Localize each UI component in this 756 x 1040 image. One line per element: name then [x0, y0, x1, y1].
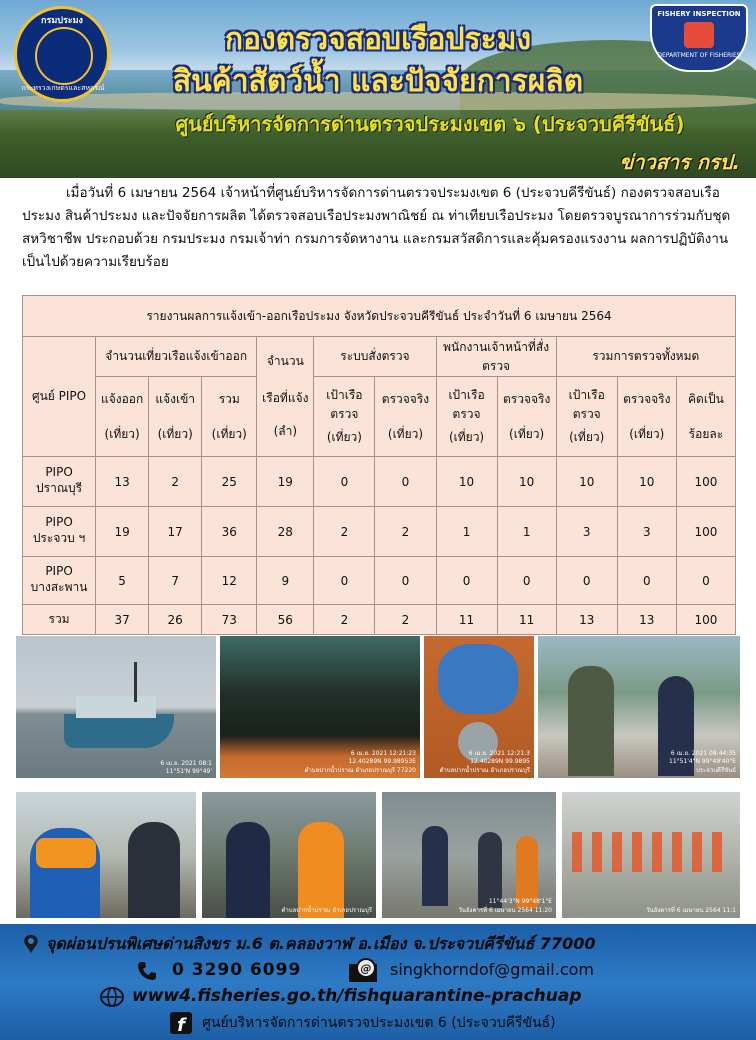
cell: 1 — [497, 507, 556, 557]
table-title: รายงานผลการแจ้งเข้า-ออกเรือประมง จังหวัดประจวบคีรีขันธ์ ประจำวันที่ 6 เมษายน 2564 — [23, 296, 736, 337]
cell: 13 — [96, 457, 149, 507]
col-system-target: เป้าเรือตรวจ (เที่ยว) — [314, 377, 375, 457]
col-system-actual: ตรวจจริง (เที่ยว) — [375, 377, 436, 457]
cell: 2 — [314, 605, 375, 635]
header-banner — [0, 0, 756, 178]
cell: 0 — [314, 557, 375, 605]
cell: 0 — [314, 457, 375, 507]
cell: 2 — [375, 507, 436, 557]
cell: 19 — [96, 507, 149, 557]
photo-pier-inspection — [382, 792, 556, 918]
cell: 7 — [149, 557, 202, 605]
col-group-system: ระบบสั่งตรวจ — [314, 337, 436, 377]
cell: 13 — [556, 605, 617, 635]
vessels-label-3: (ลำ) — [273, 424, 298, 438]
cell: 13 — [617, 605, 676, 635]
cell: 36 — [202, 507, 257, 557]
photo-stamp: 6 เม.ย. 2021 08:1 11°51'N 99°49' — [160, 760, 212, 775]
col-header-center: ศูนย์ PIPO — [23, 337, 96, 457]
cell: 11 — [497, 605, 556, 635]
col-in: แจ้งเข้า (เที่ยว) — [149, 377, 202, 457]
cell: 12 — [202, 557, 257, 605]
col-group-officer: พนักงานเจ้าหน้าที่สั่งตรวจ — [436, 337, 556, 377]
col-officer-actual: ตรวจจริง (เที่ยว) — [497, 377, 556, 457]
col-out: แจ้งออก (เที่ยว) — [96, 377, 149, 457]
total-label: รวม — [23, 605, 96, 635]
cell: 11 — [436, 605, 497, 635]
col-total-target: เป้าเรือตรวจ (เที่ยว) — [556, 377, 617, 457]
logo-right-bottom-text: DEPARTMENT OF FISHERIES — [657, 52, 741, 59]
cell: 0 — [436, 557, 497, 605]
cell: 10 — [617, 457, 676, 507]
photo-fishing-boat — [16, 636, 216, 778]
vessel-report-table — [22, 295, 736, 635]
col-total-percent: คิดเป็น ร้อยละ — [676, 377, 735, 457]
cell: 73 — [202, 605, 257, 635]
cell: 17 — [149, 507, 202, 557]
logo-left-bottom-text: กระทรวงเกษตรและสหกรณ์ — [21, 84, 105, 92]
photo-stamp: 6 เม.ย. 2021 08:44:35 11°51'4"N 99°49'40"E ประจวบคีรีขันธ์ — [669, 750, 736, 774]
photo-fishing-nets — [220, 636, 420, 778]
photo-temperature-check — [16, 792, 196, 918]
vessels-label-1: จำนวน — [266, 354, 304, 368]
col-sum: รวม (เที่ยว) — [202, 377, 257, 457]
cell: 0 — [676, 557, 735, 605]
phone-icon — [136, 960, 158, 982]
cell: 100 — [676, 507, 735, 557]
cell: 19 — [257, 457, 314, 507]
table-row — [23, 457, 736, 507]
footer-email[interactable]: singkhorndof@gmail.com — [390, 960, 594, 979]
photo-document-check — [538, 636, 740, 778]
photo-fish-hold — [424, 636, 534, 778]
cell: 26 — [149, 605, 202, 635]
col-officer-target: เป้าเรือตรวจ (เที่ยว) — [436, 377, 497, 457]
footer-address: จุดผ่อนปรนพิเศษด่านสิงขร ม.6 ต.คลองวาฬ อ.เมือง จ.ประจวบคีรีขันธ์ 77000 — [46, 934, 596, 953]
col-group-total: รวมการตรวจทั้งหมด — [556, 337, 735, 377]
cell: 0 — [375, 557, 436, 605]
cell: 100 — [676, 457, 735, 507]
row-center: PIPO ปราณบุรี — [23, 457, 96, 507]
cell: 10 — [497, 457, 556, 507]
title-line-3: ศูนย์บริหารจัดการด่านตรวจประมงเขต ๖ (ประจวบคีรีขันธ์) — [175, 112, 685, 136]
cell: 1 — [436, 507, 497, 557]
col-total-actual: ตรวจจริง (เที่ยว) — [617, 377, 676, 457]
cell: 0 — [375, 457, 436, 507]
cell: 37 — [96, 605, 149, 635]
svg-text:f: f — [177, 1015, 185, 1034]
cell: 2 — [149, 457, 202, 507]
logo-left-top-text: กรมประมง — [41, 16, 83, 26]
logo-right-top-text: FISHERY INSPECTION — [657, 10, 741, 18]
svg-text:@: @ — [360, 962, 372, 975]
cell: 0 — [556, 557, 617, 605]
cell: 3 — [617, 507, 676, 557]
cell: 0 — [497, 557, 556, 605]
vessels-label-2: เรือที่แจ้ง — [262, 391, 309, 405]
news-paragraph: เมื่อวันที่ 6 เมษายน 2564 เจ้าหน้าที่ศูนย์บริหารจัดการด่านตรวจประมงเขต 6 (ประจวบคีรีขันธ์) กองตรวจสอบเรือประมง สินค้าประมง และปัจจัยการผลิต ได้ตรวจสอบเรือประมงพาณิชย์ ณ ท่าเทียบเรือประมง โดยตรวจบูรณาการร่วมกับชุดสหวิชาชีพ ประกอบด้วย กรมประมง กรมเจ้าท่า กรมการจัดหางาน และกรมสวัสดิการและคุ้มครองแรงงาน ผลการปฏิบัติงานเป็นไปด้วยความเรียบร้อย — [22, 185, 731, 270]
footer-website[interactable]: www4.fisheries.go.th/fishquarantine-prachuap — [132, 986, 582, 1006]
photo-stamp: 6 เม.ย. 2021 12:21:23 12.40289N 99.98953E ตำบลปากน้ำปราณ อำเภอปราณบุรี 77220 — [304, 750, 416, 774]
photo-stamp: ตำบลปากน้ำปราณ อำเภอปราณบุรี — [281, 907, 372, 914]
photo-stamp: 11°44'3"N 99°48'1"E วันอังคารที่ 6 เมษายน 2564 11:20 — [458, 898, 552, 914]
globe-icon — [100, 986, 124, 1008]
cell: 9 — [257, 557, 314, 605]
col-group-notify: จำนวนเที่ยวเรือแจ้งเข้าออก — [96, 337, 257, 377]
photo-crew-inspection — [202, 792, 376, 918]
row-center: PIPO ประจวบ ฯ — [23, 507, 96, 557]
photo-stamp: วันอังคารที่ 6 เมษายน 2564 11:1 — [646, 907, 736, 914]
table-row — [23, 557, 736, 605]
cell: 100 — [676, 605, 735, 635]
news-label: ข่าวสาร กรป. — [619, 150, 740, 174]
photo-crew-lineup — [562, 792, 740, 918]
cell: 10 — [556, 457, 617, 507]
row-center: PIPO บางสะพาน — [23, 557, 96, 605]
title-line-1: กองตรวจสอบเรือประมง — [224, 22, 532, 57]
cell: 28 — [257, 507, 314, 557]
cell: 56 — [257, 605, 314, 635]
cell: 2 — [375, 605, 436, 635]
cell: 5 — [96, 557, 149, 605]
facebook-icon — [170, 1012, 192, 1034]
col-header-vessels — [257, 337, 314, 457]
email-icon — [348, 958, 378, 984]
cell: 25 — [202, 457, 257, 507]
cell: 0 — [617, 557, 676, 605]
cell: 2 — [314, 507, 375, 557]
footer-facebook[interactable]: ศูนย์บริหารจัดการด่านตรวจประมงเขต 6 (ประจวบคีรีขันธ์) — [202, 1015, 556, 1031]
contact-footer — [0, 924, 756, 1040]
table-row — [23, 507, 736, 557]
cell: 10 — [436, 457, 497, 507]
footer-phone: 0 3290 6099 — [172, 960, 302, 980]
cell: 3 — [556, 507, 617, 557]
location-icon — [20, 934, 42, 954]
table-total-row — [23, 605, 736, 635]
photo-stamp: 6 เม.ย. 2021 12:21:3 12.40289N 99.9895 ตำบลปากน้ำปราณ อำเภอปราณบุรี — [439, 750, 530, 774]
title-line-2: สินค้าสัตว์น้ำ และปัจจัยการผลิต — [172, 64, 584, 99]
